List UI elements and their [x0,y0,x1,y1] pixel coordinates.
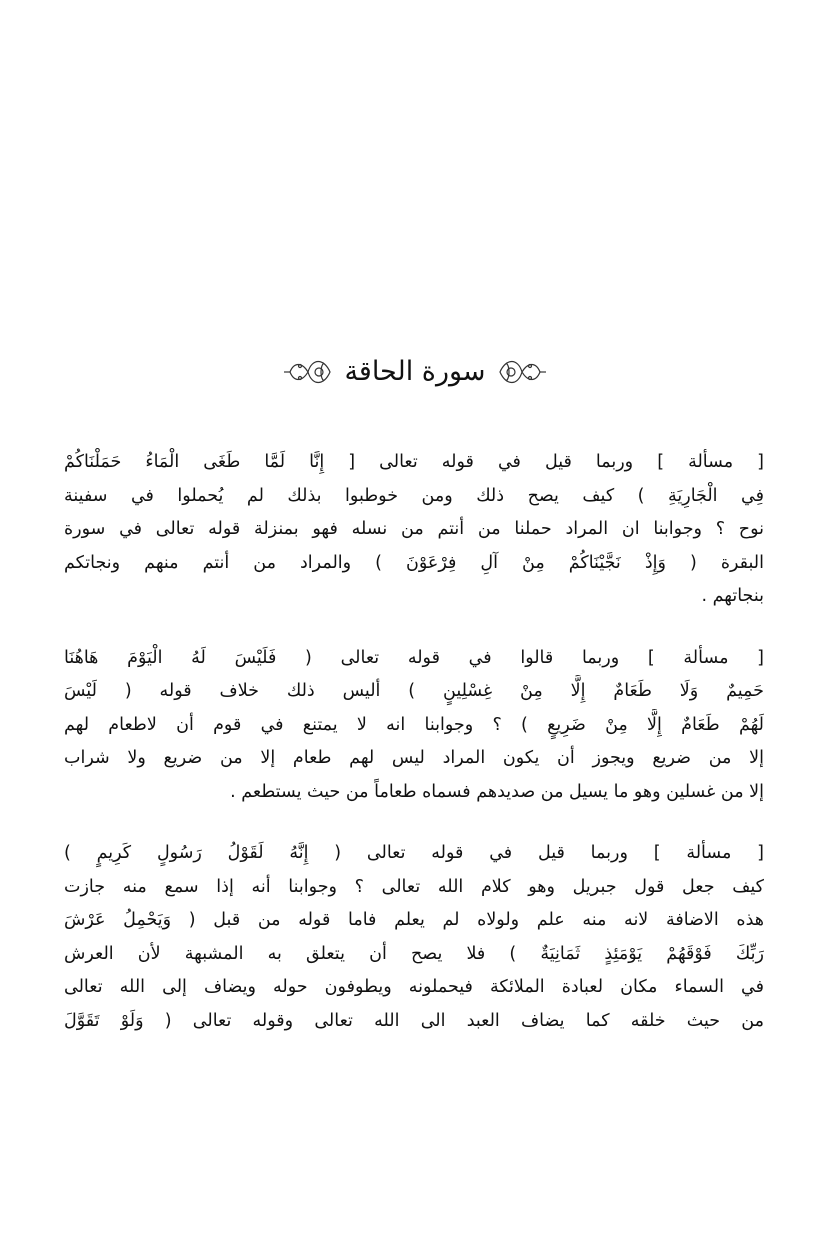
text-line: نوح ؟ وجوابنا ان المراد حملنا من أنتم من نسله فهو بمنزلة قوله تعالى في سورة [64,519,764,539]
text-line: كيف جعل قول جبريل وهو كلام الله تعالى ؟ وجوابنا أنه إذا سمع منه جازت [64,876,764,897]
ornament-right-icon [496,352,548,392]
surah-heading [270,342,560,402]
text-line: هذه الاضافة لانه منه علم ولولاه لم يعلم فاما قوله من قبل ( وَيَحْمِلُ عَرْشَ [64,910,764,930]
text-line: إلا من ضريع ويجوز أن يكون المراد ليس لهم طعام إلا من ضريع ولا شراب [64,748,764,768]
surah-title: سورة الحاقة [344,356,486,387]
text-line: رَبِّكَ فَوْقَهُمْ يَوْمَئِذٍ ثَمَانِيَةٌ ) فلا يصح أن يتعلق به المشبهة لأن العرش [64,943,764,964]
text-line: في السماء مكان لعبادة الملائكة فيحملونه ويطوفون حوله ويضاف إلى الله تعالى [64,977,764,997]
body-text [64,446,764,1066]
text-line: حَمِيمٌ وَلَا طَعَامٌ إِلَّا مِنْ غِسْلِينٍ ) أليس ذلك خلاف قوله ( لَيْسَ [64,681,764,701]
text-line: [ مسألة ] وربما قالوا في قوله تعالى ( فَلَيْسَ لَهُ الْيَوْمَ هَاهُنَا [64,647,764,668]
text-line: من حيث خلقه كما يضاف العبد الى الله تعالى وقوله تعالى ( وَلَوْ تَقَوَّلَ [64,1010,764,1031]
paragraph-masala-2 [64,642,764,810]
paragraph-masala-1 [64,446,764,614]
text-line: [ مسألة ] وربما قيل في قوله تعالى [ إِنَّا لَمَّا طَغَى الْمَاءُ حَمَلْنَاكُمْ [64,452,764,472]
ornament-left-icon [282,352,334,392]
paragraph-masala-3 [64,837,764,1038]
text-line: بنجاتهم . [701,586,764,606]
text-line: فِي الْجَارِيَةِ ) كيف يصح ذلك ومن خوطبوا بذلك لم يُحملوا في سفينة [64,485,764,506]
text-line: إلا من غسلين وهو ما يسيل من صديدهم فسماه طعاماً من حيث يستطعم . [230,781,764,802]
text-line: [ مسألة ] وربما قيل في قوله تعالى ( إِنَّهُ لَقَوْلُ رَسُولٍ كَرِيمٍ ) [64,843,764,863]
text-line: لَهُمْ طَعَامٌ إِلَّا مِنْ ضَرِيعٍ ) ؟ وجوابنا انه لا يمتنع في قوم أن لاطعام لهم [64,714,764,735]
text-line: البقرة ( وَإِذْ نَجَّيْنَاكُمْ مِنْ آلِ فِرْعَوْنَ ) والمراد من أنتم منهم ونجاتكم [64,552,764,573]
